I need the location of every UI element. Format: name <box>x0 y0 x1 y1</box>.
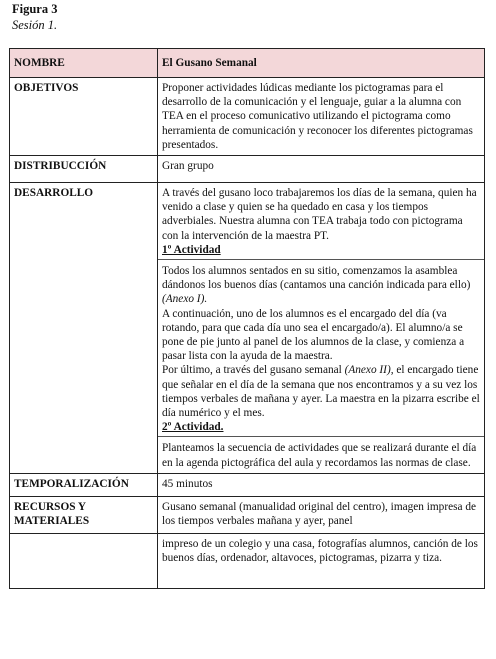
row-temporalizacion <box>10 473 485 496</box>
temporalizacion-value: 45 minutos <box>158 473 485 496</box>
objetivos-value: Proponer actividades lúdicas mediante los pictogramas para el desarrollo de la comunicación y el lenguaje, guiar a la alumna con TEA en el proceso comunicativo utilizando el pictograma como herramienta de comunicación y reconocer los diferentes pictogramas presentados. <box>158 78 485 156</box>
row-recursos-continued <box>10 533 485 588</box>
actividad-2-paragraph-1: Planteamos la secuencia de actividades que se realizará durante el día en la agenda pictográfica del aula y recordamos las normas de clase. <box>162 442 477 469</box>
desarrollo-intro: A través del gusano loco trabajaremos los días de la semana, quien ha venido a clase y quien se ha quedado en casa y los tiempos adverbiales. Nuestra alumna con TEA trabaja todo con pictograma con la intervención de la maestra PT. <box>162 187 477 242</box>
actividad-1-paragraph-1 <box>162 264 480 307</box>
desarrollo-label: DESARROLLO <box>10 183 158 474</box>
recursos-label: RECURSOS Y MATERIALES <box>10 496 158 533</box>
actividad-1-text-1: Todos los alumnos sentados en su sitio, comenzamos la asamblea dándonos los buenos días (cantamos una canción indicada para ello) <box>162 265 471 292</box>
recursos-label-continued <box>10 533 158 588</box>
row-desarrollo <box>10 183 485 474</box>
page-divider <box>158 259 484 260</box>
figure-subtitle: Sesión 1. <box>12 18 58 32</box>
row-recursos <box>10 496 485 533</box>
session-table <box>9 48 485 589</box>
row-objetivos <box>10 78 485 156</box>
actividad-1-title: 1º Actividad <box>162 243 221 256</box>
anexo-2-ref: (Anexo II), <box>344 364 394 377</box>
actividad-1-text-3b: el encargado tiene que señalar en el día de la semana que nos encontramos y a su vez los tiempos verbales de mañana y ayer. La maestra en la pizarra escribe el día numérico y el mes. <box>162 364 480 420</box>
temporalizacion-label: TEMPORALIZACIÓN <box>10 473 158 496</box>
actividad-2-title: 2º Actividad. <box>162 421 224 434</box>
page-divider <box>158 436 484 437</box>
actividad-1-paragraph-3 <box>162 363 480 420</box>
row-distribucion <box>10 156 485 183</box>
recursos-value-part-1: Gusano semanal (manualidad original del centro), imagen impresa de los tiempos verbales mañana y ayer, panel <box>158 496 485 533</box>
row-nombre <box>10 49 485 78</box>
nombre-label: NOMBRE <box>10 49 158 78</box>
desarrollo-value <box>158 183 485 474</box>
figure-title: Figura 3 <box>12 2 58 16</box>
anexo-1-ref: (Anexo I). <box>162 293 208 306</box>
actividad-1-text-3a: Por último, a través del gusano semanal <box>162 364 342 377</box>
distribucion-value: Gran grupo <box>158 156 485 183</box>
recursos-value-part-2: impreso de un colegio y una casa, fotografías alumnos, canción de los buenos días, ordenador, altavoces, pictogramas, pizarra y tiza. <box>158 533 485 588</box>
nombre-value: El Gusano Semanal <box>158 49 485 78</box>
objetivos-label: OBJETIVOS <box>10 78 158 156</box>
actividad-1-paragraph-2: A continuación, uno de los alumnos es el encargado del día (va rotando, para que cada día uno sea el encargado/a). El alumno/a se pone de pie junto al panel de los alumnos de la clase, y comienza a pasar lista con la ayuda de la maestra. <box>162 307 465 363</box>
distribucion-label: DISTRIBUCCIÓN <box>10 156 158 183</box>
